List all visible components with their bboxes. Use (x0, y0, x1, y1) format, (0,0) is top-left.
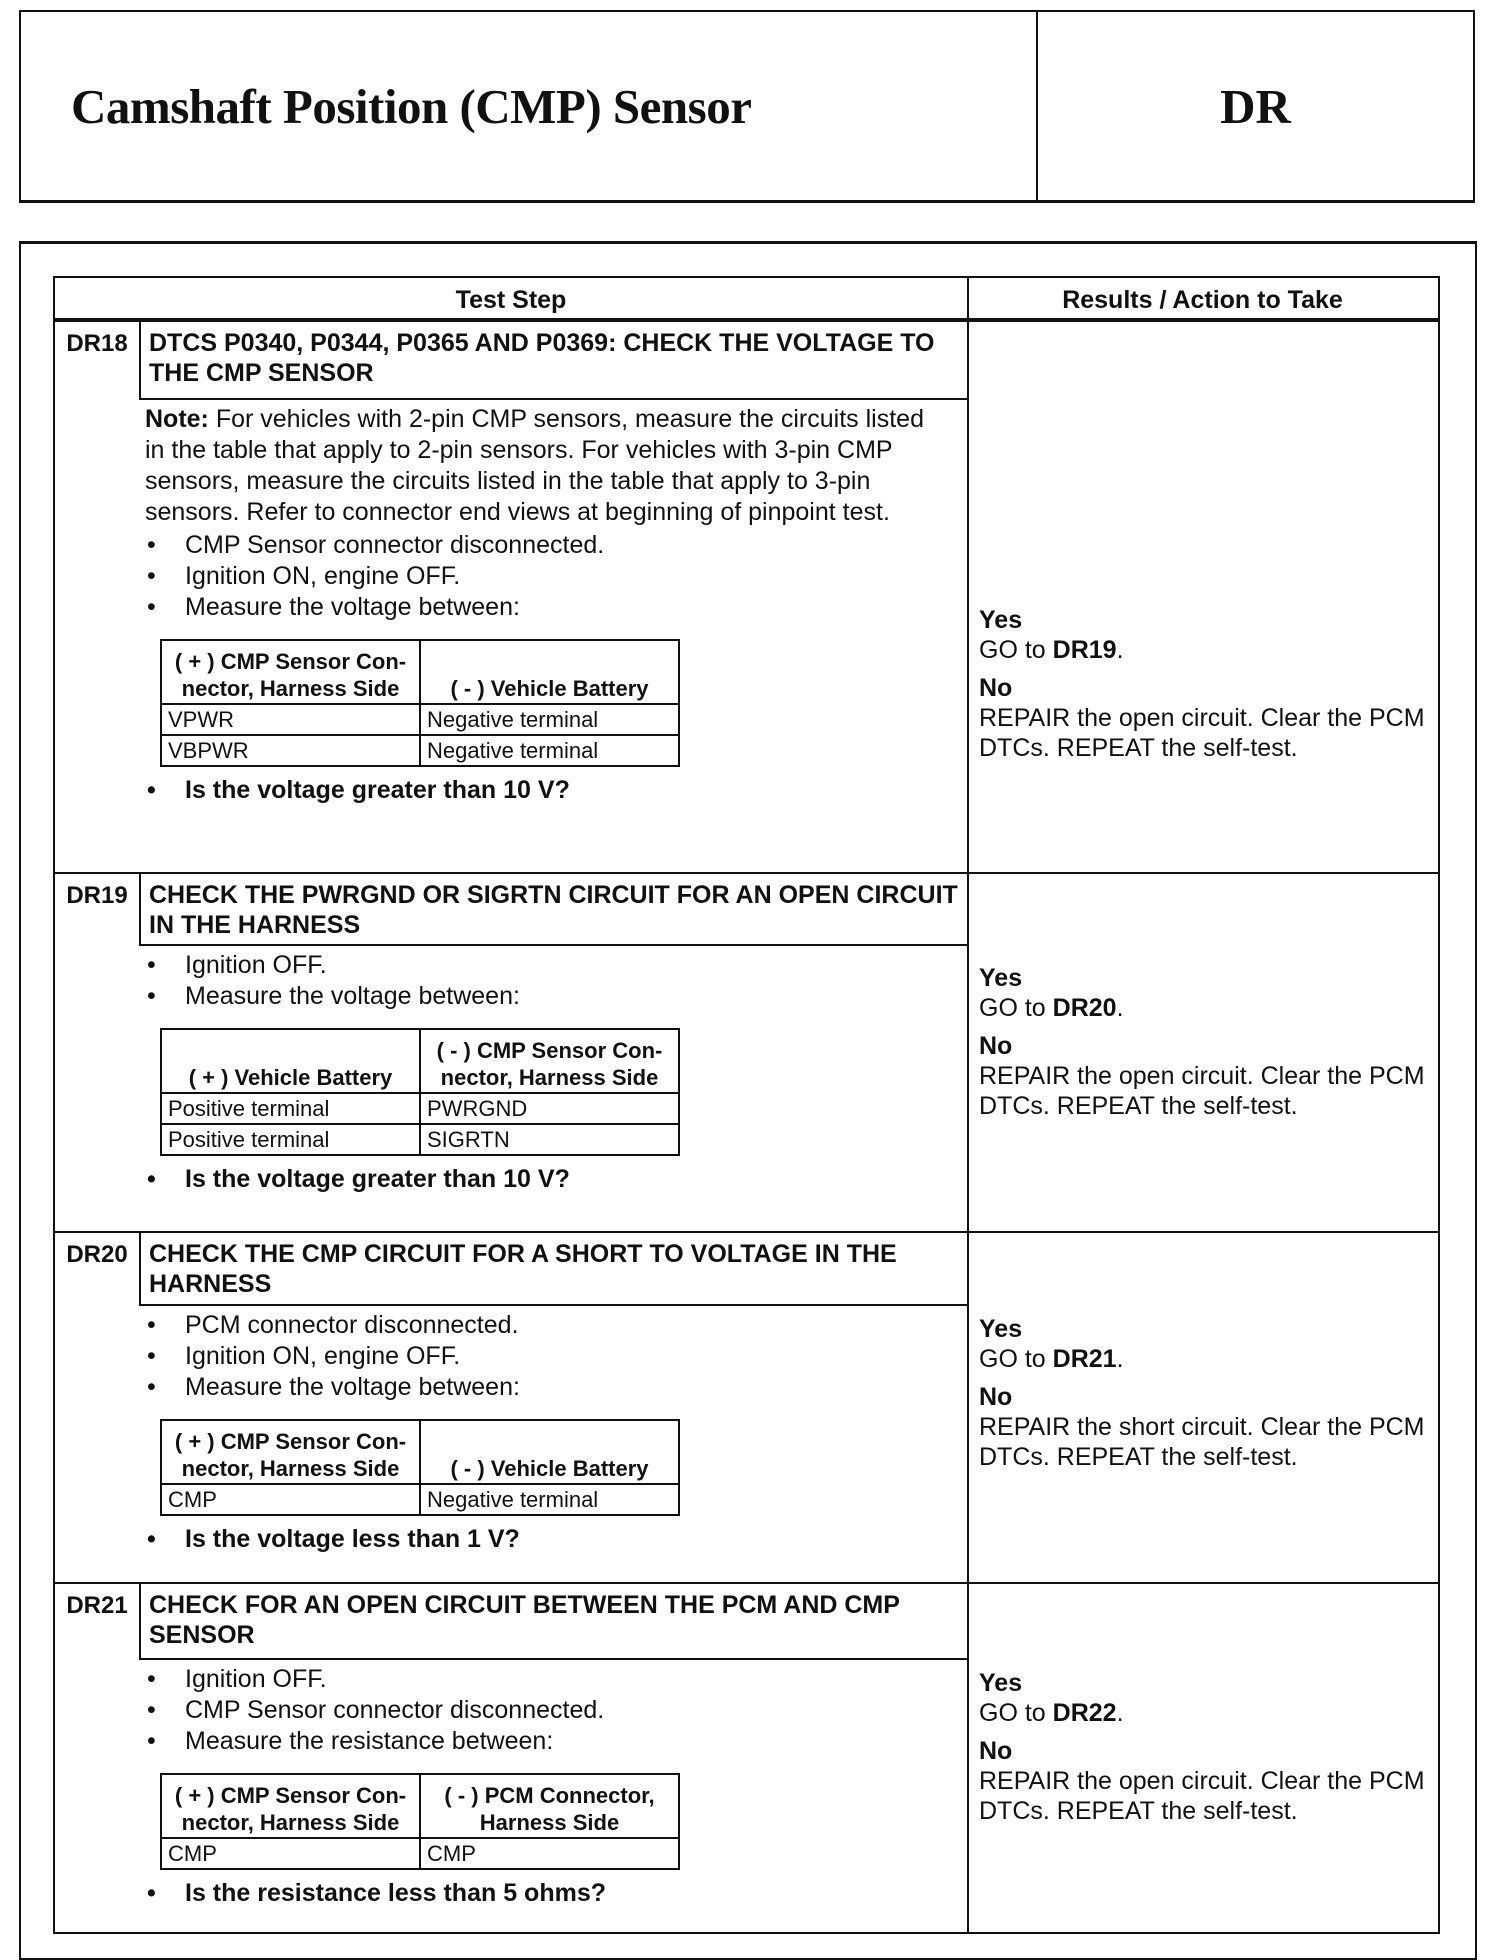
yes-action: GO to DR22. (979, 1699, 1124, 1727)
measurement-cell: SIGRTN (420, 1124, 679, 1155)
measurement-table (160, 639, 680, 767)
measurement-row (161, 1124, 679, 1155)
yes-label-text: Yes (979, 1315, 1023, 1343)
section-code: DR (1220, 79, 1291, 134)
step-results (971, 1314, 1430, 1472)
test-step-dr20 (55, 1231, 1438, 1584)
yes-action-text: GO to (979, 1699, 1053, 1727)
no-label (979, 1382, 1430, 1412)
measurement-header-row (161, 1029, 679, 1093)
step-bullet: • Ignition OFF. (145, 1664, 945, 1695)
note-label: Note: (145, 405, 209, 433)
column-header-results: Results / Action to Take (967, 278, 1438, 320)
goto-step-link[interactable]: DR22 (1052, 1699, 1117, 1727)
yes-label-text: Yes (979, 606, 1023, 634)
step-question: • Is the voltage greater than 10 V? (145, 775, 945, 806)
step-title: CHECK FOR AN OPEN CIRCUIT BETWEEN THE PCM AND CMP SENSOR (141, 1584, 967, 1660)
pinpoint-test-table (53, 276, 1440, 1934)
test-step-dr19 (55, 872, 1438, 1233)
measurement-row (161, 735, 679, 766)
measurement-row (161, 1484, 679, 1515)
step-body (145, 1306, 945, 1555)
step-body (145, 400, 945, 806)
measurement-column-header: ( + ) Vehicle Battery (161, 1029, 420, 1093)
no-action: REPAIR the open circuit. Clear the PCM DTCs. REPEAT the self-test. (979, 704, 1425, 762)
measurement-header-row (161, 1420, 679, 1484)
measurement-table (160, 1419, 680, 1516)
goto-step-link[interactable]: DR19 (1052, 636, 1117, 664)
step-results (971, 605, 1430, 763)
step-id: DR20 (55, 1233, 141, 1306)
no-label (979, 673, 1430, 703)
yes-action: GO to DR20. (979, 994, 1124, 1022)
measurement-header-row (161, 640, 679, 704)
step-id: DR21 (55, 1584, 141, 1660)
page-title: Camshaft Position (CMP) Sensor (71, 79, 752, 134)
no-label (979, 1736, 1430, 1766)
measurement-column-header: ( + ) CMP Sensor Con-nector, Harness Side (161, 1420, 420, 1484)
step-body (145, 1660, 945, 1909)
step-results (971, 1668, 1430, 1826)
test-step-dr21 (55, 1582, 1438, 1938)
yes-label-text: Yes (979, 964, 1023, 992)
measurement-cell: Positive terminal (161, 1093, 420, 1124)
step-bullet: • Measure the voltage between: (145, 981, 945, 1012)
measurement-column-header: ( - ) CMP Sensor Con-nector, Harness Side (420, 1029, 679, 1093)
measurement-table (160, 1028, 680, 1156)
measurement-row (161, 1093, 679, 1124)
measurement-table (160, 1773, 680, 1870)
step-bullet: • Ignition ON, engine OFF. (145, 1341, 945, 1372)
yes-label (979, 605, 1430, 635)
step-bullet: • Ignition ON, engine OFF. (145, 561, 945, 592)
yes-action: GO to DR21. (979, 1345, 1124, 1373)
goto-step-link[interactable]: DR21 (1052, 1345, 1117, 1373)
step-question: • Is the voltage less than 1 V? (145, 1524, 945, 1555)
measurement-cell: CMP (161, 1484, 420, 1515)
step-bullet: • Measure the resistance between: (145, 1726, 945, 1757)
no-label-text: No (979, 674, 1013, 702)
step-results (971, 963, 1430, 1121)
yes-action: GO to DR19. (979, 636, 1124, 664)
step-bullet: • CMP Sensor connector disconnected. (145, 530, 945, 561)
step-bullet: • Measure the voltage between: (145, 592, 945, 623)
page-header (19, 10, 1475, 203)
yes-action-text: GO to (979, 994, 1053, 1022)
goto-step-link[interactable]: DR20 (1052, 994, 1117, 1022)
measurement-cell: VPWR (161, 704, 420, 735)
no-action: REPAIR the open circuit. Clear the PCM DTCs. REPEAT the self-test. (979, 1767, 1425, 1825)
step-title: CHECK THE CMP CIRCUIT FOR A SHORT TO VOLTAGE IN THE HARNESS (141, 1233, 967, 1306)
yes-action-text: GO to (979, 1345, 1053, 1373)
no-label (979, 1031, 1430, 1061)
note-text: For vehicles with 2-pin CMP sensors, measure the circuits listed in the table that apply to 2-pin sensors. For vehicles with 3-pin CMP sensors, measure the circuits listed in the table that apply to 3-pin sensors. Refer to connector end views at beginning of pinpoint test. (145, 405, 924, 526)
yes-action-text: GO to (979, 636, 1053, 664)
yes-label (979, 1668, 1430, 1698)
step-bullet: • Ignition OFF. (145, 950, 945, 981)
measurement-cell: Negative terminal (420, 1484, 679, 1515)
measurement-cell: Negative terminal (420, 735, 679, 766)
yes-label (979, 963, 1430, 993)
measurement-cell: VBPWR (161, 735, 420, 766)
step-id: DR18 (55, 322, 141, 400)
step-bullet: • Measure the voltage between: (145, 1372, 945, 1403)
measurement-column-header: ( + ) CMP Sensor Con-nector, Harness Side (161, 640, 420, 704)
measurement-column-header: ( - ) Vehicle Battery (420, 640, 679, 704)
measurement-row (161, 1838, 679, 1869)
measurement-row (161, 704, 679, 735)
no-action: REPAIR the open circuit. Clear the PCM DTCs. REPEAT the self-test. (979, 1062, 1425, 1120)
step-title: DTCS P0340, P0344, P0365 AND P0369: CHECK THE VOLTAGE TO THE CMP SENSOR (141, 322, 967, 400)
no-label-text: No (979, 1383, 1013, 1411)
step-title: CHECK THE PWRGND OR SIGRTN CIRCUIT FOR AN OPEN CIRCUIT IN THE HARNESS (141, 874, 967, 946)
step-bullet: • CMP Sensor connector disconnected. (145, 1695, 945, 1726)
measurement-cell: CMP (420, 1838, 679, 1869)
step-id: DR19 (55, 874, 141, 946)
step-question: • Is the voltage greater than 10 V? (145, 1164, 945, 1195)
no-label-text: No (979, 1032, 1013, 1060)
test-step-dr18 (55, 320, 1438, 874)
yes-label (979, 1314, 1430, 1344)
measurement-cell: PWRGND (420, 1093, 679, 1124)
no-action: REPAIR the short circuit. Clear the PCM DTCs. REPEAT the self-test. (979, 1413, 1425, 1471)
step-question: • Is the resistance less than 5 ohms? (145, 1878, 945, 1909)
column-header-test-step: Test Step (55, 278, 967, 320)
measurement-column-header: ( + ) CMP Sensor Con-nector, Harness Side (161, 1774, 420, 1838)
measurement-column-header: ( - ) Vehicle Battery (420, 1420, 679, 1484)
measurement-cell: Negative terminal (420, 704, 679, 735)
measurement-cell: Positive terminal (161, 1124, 420, 1155)
step-bullet: • PCM connector disconnected. (145, 1310, 945, 1341)
yes-label-text: Yes (979, 1669, 1023, 1697)
measurement-header-row (161, 1774, 679, 1838)
measurement-column-header: ( - ) PCM Connector, Harness Side (420, 1774, 679, 1838)
step-note (145, 404, 945, 528)
no-label-text: No (979, 1737, 1013, 1765)
measurement-cell: CMP (161, 1838, 420, 1869)
step-body (145, 946, 945, 1195)
